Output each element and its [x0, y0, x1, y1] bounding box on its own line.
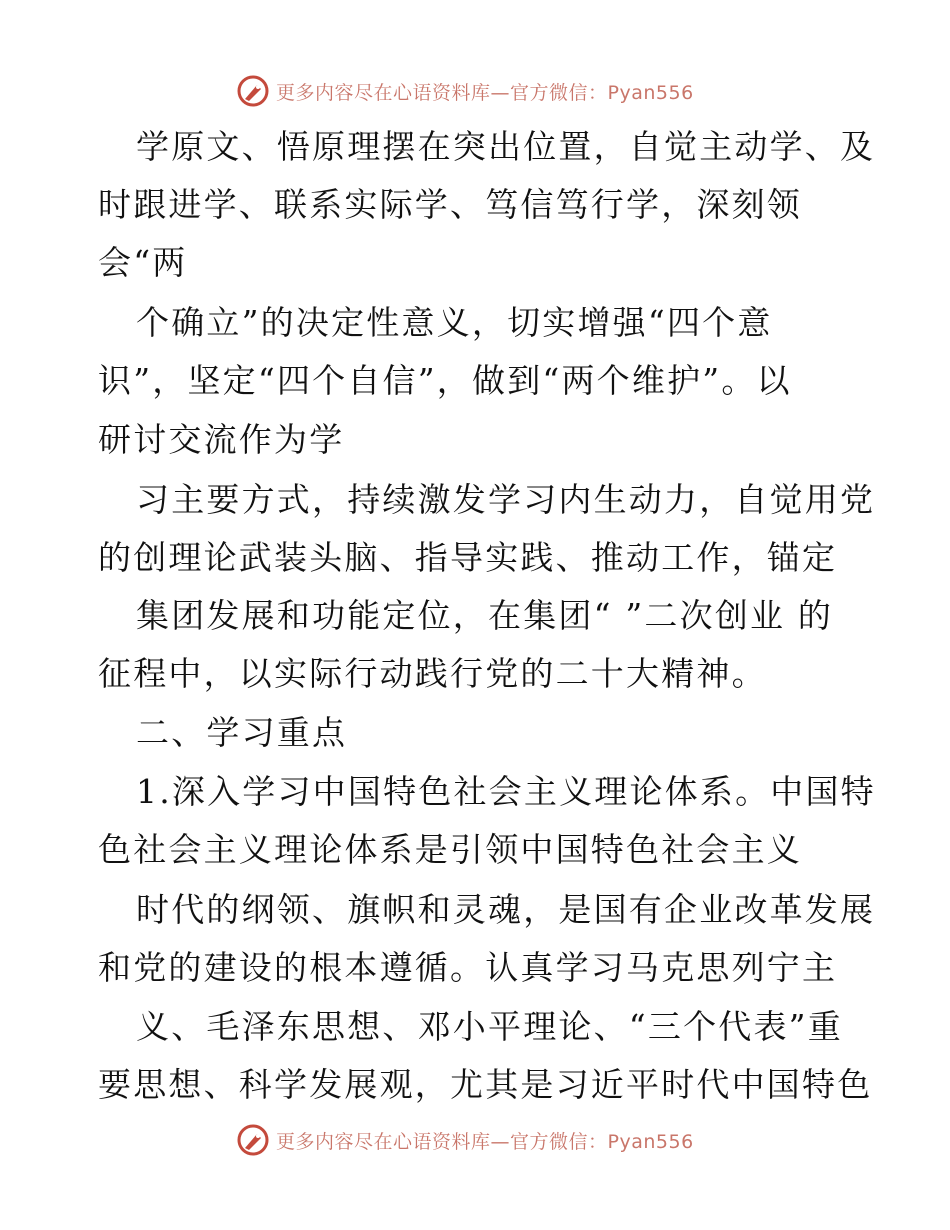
text-line: 时代的纲领、旗帜和灵魂，是国有企业改革发展	[136, 890, 876, 929]
text-line: 识”，坚定“四个自信”，做到“两个维护”。以	[98, 361, 792, 400]
text-line: 研讨交流作为学	[98, 420, 345, 459]
text-line: 1.深入学习中国特色社会主义理论体系。中国特	[136, 772, 876, 811]
text-line: 个确立”的决定性意义，切实增强“四个意	[136, 303, 773, 342]
text-line: 集团发展和功能定位，在集团“ ”二次创业 的	[136, 596, 834, 635]
section-heading: 二、学习重点	[136, 713, 348, 752]
text-line: 色社会主义理论体系是引领中国特色社会主义	[98, 830, 802, 869]
text-line: 会“两	[98, 243, 188, 282]
watermark-text: 更多内容尽在心语资料库—官方微信：Pyan556	[276, 81, 694, 104]
text-line: 和党的建设的根本遵循。认真学习马克思列宁主	[98, 948, 838, 987]
text-line: 学原文、悟原理摆在突出位置，自觉主动学、及	[136, 127, 876, 166]
footer-watermark	[236, 1120, 694, 1160]
pen-nib-logo-icon	[236, 1123, 270, 1157]
text-line: 义、毛泽东思想、邓小平理论、“三个代表”重	[136, 1007, 843, 1046]
text-line: 征程中，以实际行动践行党的二十大精神。	[98, 654, 767, 693]
text-line: 时跟进学、联系实际学、笃信笃行学，深刻领	[98, 185, 802, 224]
watermark-text: 更多内容尽在心语资料库—官方微信：Pyan556	[276, 1130, 694, 1153]
text-line: 要思想、科学发展观，尤其是习近平时代中国特色	[98, 1065, 873, 1104]
text-line: 的创理论武装头脑、指导实践、推动工作，锚定	[98, 538, 838, 577]
text-line: 习主要方式，持续激发学习内生动力，自觉用党	[136, 480, 876, 519]
